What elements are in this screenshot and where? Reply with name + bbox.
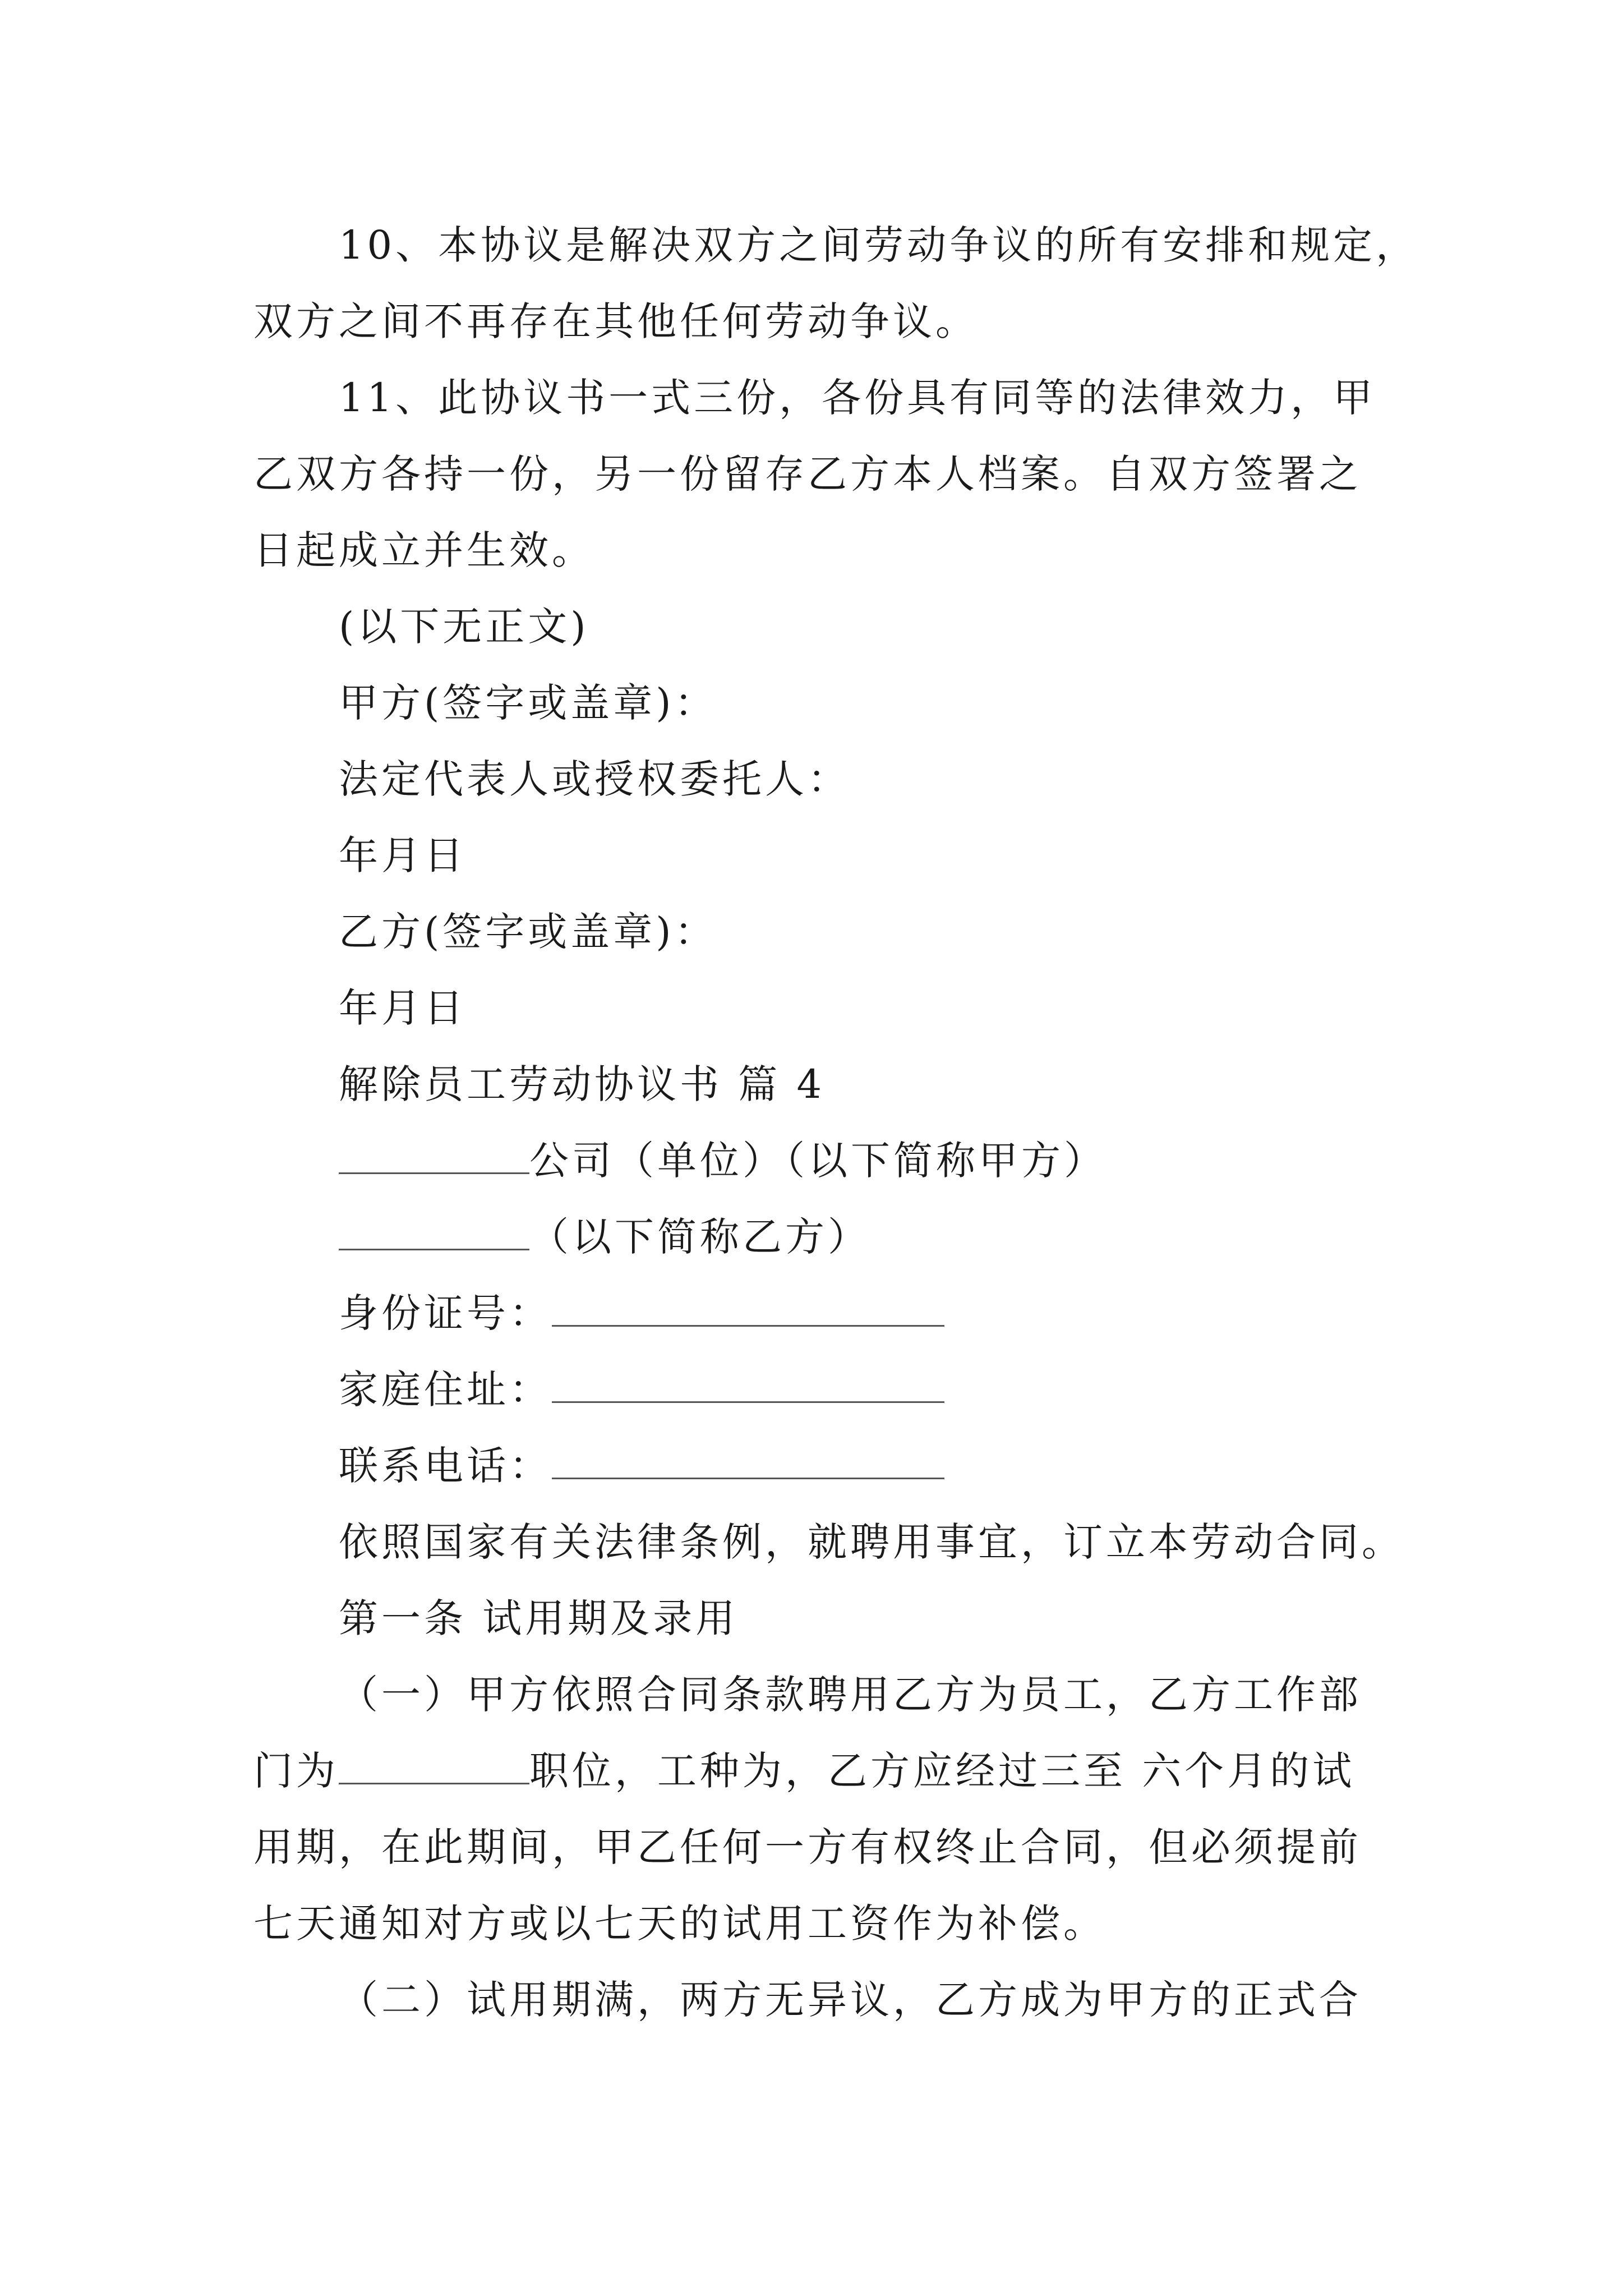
position-text: 职位，工种为，乙方应经过三至 六个月的试 bbox=[529, 1748, 1355, 1794]
id-number-blank bbox=[552, 1290, 944, 1327]
phone-blank bbox=[552, 1443, 944, 1479]
party-b-name-line bbox=[339, 1212, 870, 1262]
article-1-heading: 第一条 试用期及录用 bbox=[339, 1595, 739, 1641]
article-1-clause-1-line-4: 七天通知对方或以七天的试用工资作为补偿。 bbox=[253, 1901, 1106, 1947]
paragraph-11-line-3: 日起成立并生效。 bbox=[253, 527, 594, 573]
party-b-name-text: （以下简称乙方） bbox=[529, 1214, 870, 1260]
id-number-label: 身份证号： bbox=[339, 1290, 552, 1336]
paragraph-10-line-1: 10、本协议是解决双方之间劳动争议的所有安排和规定， bbox=[339, 222, 1419, 268]
paragraph-10-line-2: 双方之间不再存在其他任何劳动争议。 bbox=[253, 298, 978, 344]
article-1-clause-1-line-3: 用期，在此期间，甲乙任何一方有权终止合同，但必须提前 bbox=[253, 1824, 1362, 1870]
article-1-clause-1-line-2 bbox=[253, 1746, 1355, 1796]
company-party-a-line bbox=[339, 1135, 1106, 1186]
home-address-label: 家庭住址： bbox=[339, 1366, 552, 1412]
id-number-line bbox=[339, 1288, 944, 1338]
phone-label: 联系电话： bbox=[339, 1443, 552, 1489]
article-1-clause-1-line-1: （一）甲方依照合同条款聘用乙方为员工，乙方工作部 bbox=[339, 1672, 1362, 1718]
company-party-a-text: 公司（单位）（以下简称甲方） bbox=[529, 1138, 1106, 1184]
phone-line bbox=[339, 1441, 944, 1491]
no-text-below-note: (以下无正文) bbox=[339, 604, 589, 650]
contract-preamble: 依照国家有关法律条例，就聘用事宜，订立本劳动合同。 bbox=[339, 1519, 1404, 1565]
legal-representative-label: 法定代表人或授权委托人： bbox=[339, 756, 850, 802]
article-1-clause-2-line-1: （二）试用期满，两方无异议，乙方成为甲方的正式合 bbox=[339, 1977, 1362, 2023]
section-title: 解除员工劳动协议书 篇 4 bbox=[339, 1061, 826, 1107]
party-b-signature-label: 乙方(签字或盖章)： bbox=[339, 909, 717, 955]
party-b-date-label: 年月日 bbox=[339, 985, 467, 1031]
company-name-blank bbox=[339, 1138, 529, 1174]
paragraph-11-line-2: 乙双方各持一份，另一份留存乙方本人档案。自双方签署之 bbox=[253, 451, 1362, 497]
department-blank bbox=[339, 1748, 529, 1784]
party-a-date-label: 年月日 bbox=[339, 832, 467, 878]
home-address-blank bbox=[552, 1366, 944, 1403]
party-a-signature-label: 甲方(签字或盖章)： bbox=[339, 680, 717, 726]
party-b-name-blank bbox=[339, 1214, 529, 1250]
home-address-line bbox=[339, 1364, 944, 1415]
department-prefix: 门为 bbox=[253, 1748, 339, 1794]
paragraph-11-line-1: 11、此协议书一式三份，各份具有同等的法律效力，甲 bbox=[339, 375, 1376, 421]
